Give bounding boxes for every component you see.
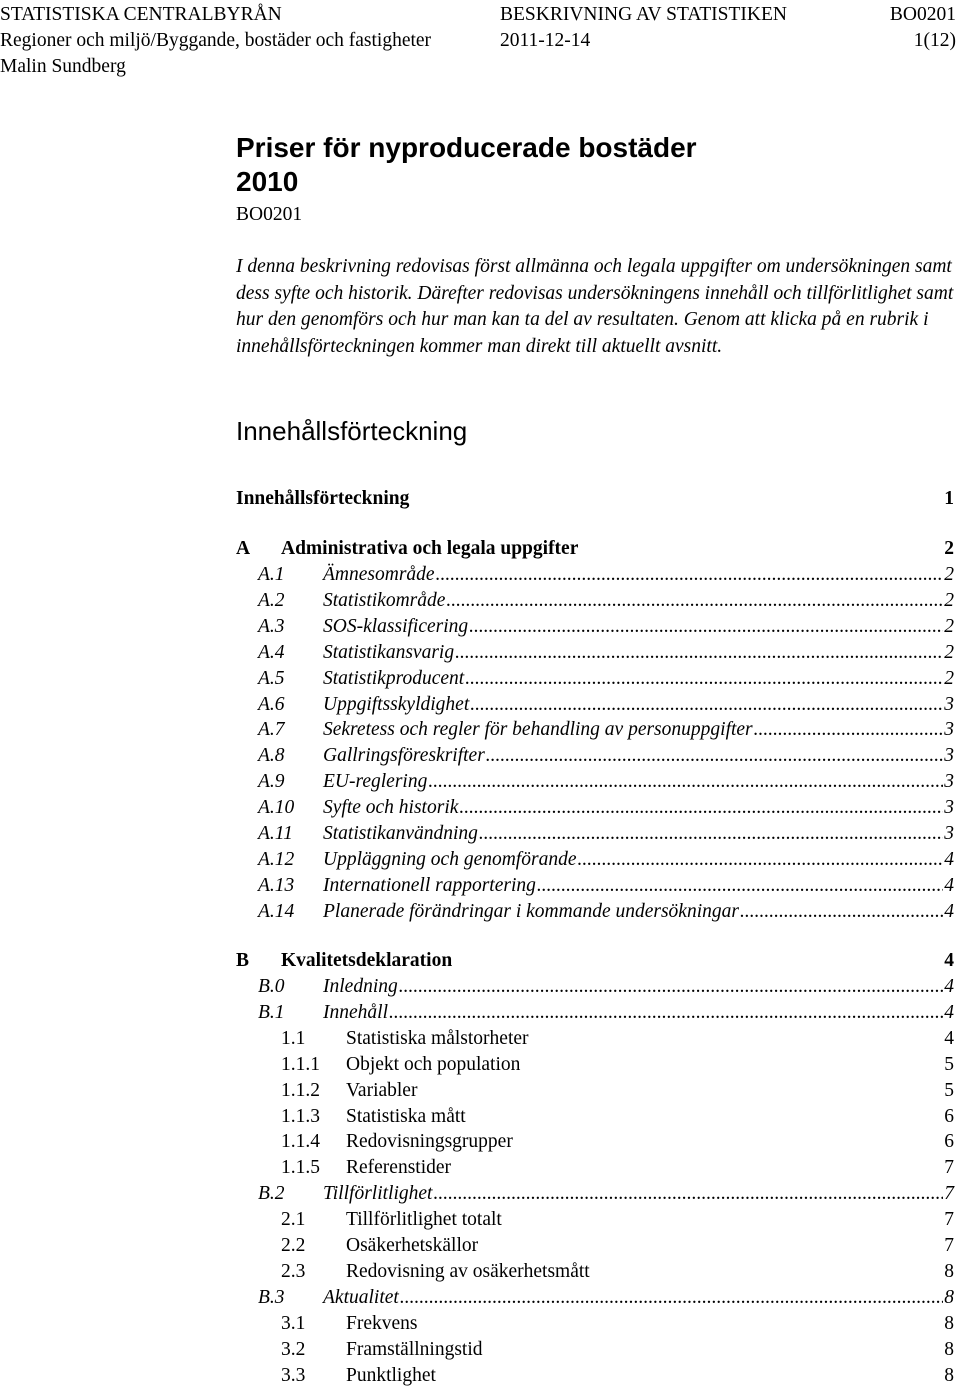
toc-entry-link[interactable]	[323, 847, 954, 873]
page-header-row-3	[0, 54, 960, 80]
toc-entry-label: EU-reglering	[323, 771, 428, 792]
intro-paragraph: I denna beskrivning redovisas först allmänna och legala uppgifter om undersökningen samt dess syfte och historik. Därefter redovisas undersökningens innehåll och tillförlitlighet samt hur den genomförs och hur man kan ta del av resultaten. Genom att klicka på en rubrik i innehållsförteckningen kommer man direkt till aktuellt avsnitt.	[236, 256, 954, 357]
toc-section-letter: B	[236, 950, 250, 971]
toc-entry-page: 4	[944, 1028, 954, 1049]
toc-entry-number: A.8	[258, 745, 285, 766]
toc-entry-label: Inledning	[323, 976, 398, 997]
toc-entry-number: 1.1.5	[281, 1157, 320, 1178]
toc-entry-link[interactable]	[323, 640, 954, 666]
toc-entry-label[interactable]: Referenstider	[346, 1157, 452, 1178]
toc-entry-label[interactable]: Punktlighet	[346, 1365, 436, 1386]
toc-entry-label: Statistikområde	[323, 590, 446, 611]
toc-entry-number: A.7	[258, 719, 285, 740]
toc-entry-link[interactable]	[323, 873, 954, 899]
document-code: BO0201	[889, 4, 956, 25]
toc-entry-link[interactable]	[323, 974, 954, 1000]
toc-entry-page: 2	[944, 616, 954, 637]
toc-entry-number: B.2	[258, 1183, 285, 1204]
toc-entry[interactable]	[0, 1129, 960, 1155]
toc-entry-label: Internationell rapportering	[323, 875, 536, 896]
toc-entry-page: 5	[944, 1054, 954, 1075]
dot-leader	[399, 974, 944, 1000]
dot-leader	[433, 1181, 943, 1207]
document-year: 2010	[236, 166, 299, 197]
toc-entry-label[interactable]: Statistiska mått	[346, 1106, 466, 1127]
toc-entry-page: 4	[944, 875, 954, 896]
dot-leader	[469, 614, 943, 640]
toc-entry-number: A.14	[258, 901, 295, 922]
toc-entry-number: A.5	[258, 668, 285, 689]
toc-entry-page: 4	[944, 976, 954, 997]
toc-entry[interactable]	[0, 1026, 960, 1052]
toc-entry-number: A.4	[258, 642, 285, 663]
toc-entry[interactable]	[0, 692, 960, 718]
toc-entry-number: 1.1	[281, 1028, 306, 1049]
toc-entry-number: 3.2	[281, 1339, 306, 1360]
dot-leader	[470, 692, 943, 718]
toc-entry-label: Statistikanvändning	[323, 823, 478, 844]
toc-entry-page: 6	[944, 1106, 954, 1127]
department: Regioner och miljö/Byggande, bostäder och fastigheter	[0, 30, 432, 51]
toc-section-page: 2	[944, 538, 954, 559]
toc-entry[interactable]	[0, 562, 960, 588]
toc-heading: Innehållsförteckning	[236, 416, 468, 446]
dot-leader	[740, 899, 943, 925]
dot-leader	[465, 666, 943, 692]
dot-leader	[486, 743, 943, 769]
document-subtitle-code: BO0201	[236, 204, 303, 225]
toc-entry[interactable]	[0, 1363, 960, 1389]
toc-entry-number: A.12	[258, 849, 295, 870]
toc-entry-page: 1	[944, 488, 954, 509]
toc-entry-number: 1.1.3	[281, 1106, 320, 1127]
toc-entry-number: 1.1.1	[281, 1054, 320, 1075]
toc-entry-page: 3	[944, 771, 954, 792]
toc-entry-link[interactable]	[323, 821, 954, 847]
toc-entry-link[interactable]	[323, 717, 954, 743]
author: Malin Sundberg	[0, 56, 126, 77]
toc-entry-number: 2.3	[281, 1261, 306, 1282]
toc-entry-link[interactable]	[323, 562, 954, 588]
toc-entry-label: Uppläggning och genomförande	[323, 849, 577, 870]
document-type: BESKRIVNING AV STATISTIKEN	[500, 4, 787, 25]
page-header-row-1	[0, 2, 960, 28]
toc-entry-link[interactable]	[323, 692, 954, 718]
dot-leader	[436, 562, 944, 588]
toc-entry-page: 3	[944, 719, 954, 740]
toc-entry[interactable]	[0, 1337, 960, 1363]
toc-entry-page: 3	[944, 823, 954, 844]
toc-entry-label: Uppgiftsskyldighet	[323, 694, 470, 715]
toc-entry-page: 2	[944, 668, 954, 689]
dot-leader	[428, 769, 943, 795]
dot-leader	[577, 847, 943, 873]
dot-leader	[389, 1000, 943, 1026]
toc-entry[interactable]	[0, 769, 960, 795]
toc-entry-link[interactable]	[323, 795, 954, 821]
toc-entry[interactable]	[0, 1311, 960, 1337]
toc-entry-page: 3	[944, 797, 954, 818]
toc-entry-label: Gallringsföreskrifter	[323, 745, 485, 766]
toc-entry-page: 4	[944, 849, 954, 870]
toc-entry[interactable]	[0, 1155, 960, 1181]
toc-entry-page: 4	[944, 901, 954, 922]
toc-entry[interactable]	[0, 821, 960, 847]
toc-entry[interactable]	[0, 1233, 960, 1259]
toc-entry-number: 3.1	[281, 1313, 306, 1334]
toc-entry-label[interactable]: Framställningstid	[346, 1339, 483, 1360]
toc-entry-number: 1.1.2	[281, 1080, 320, 1101]
toc-entry-label[interactable]: Redovisning av osäkerhetsmått	[346, 1261, 590, 1282]
toc-entry-number: A.2	[258, 590, 285, 611]
toc-section-letter: A	[236, 538, 251, 559]
toc-entry[interactable]	[0, 1000, 960, 1026]
toc-entry[interactable]	[0, 588, 960, 614]
toc-entry-page: 2	[944, 590, 954, 611]
toc-entry-page: 2	[944, 564, 954, 585]
toc-entry-label: Statistikproducent	[323, 668, 465, 689]
toc-entry[interactable]	[0, 1285, 960, 1311]
toc-entry-link[interactable]	[323, 614, 954, 640]
toc-entry[interactable]	[0, 614, 960, 640]
toc-entry-link[interactable]	[323, 1000, 954, 1026]
toc-entry-page: 2	[944, 642, 954, 663]
toc-section-label[interactable]: Administrativa och legala uppgifter	[281, 538, 579, 559]
toc-entry-number: 2.1	[281, 1209, 306, 1230]
toc-entry-link[interactable]	[323, 743, 954, 769]
toc-entry-number: B.3	[258, 1287, 285, 1308]
toc-entry[interactable]	[0, 1259, 960, 1285]
dot-leader	[479, 821, 943, 847]
toc-entry[interactable]	[0, 1181, 960, 1207]
toc-entry[interactable]	[0, 640, 960, 666]
toc-entry[interactable]	[0, 1078, 960, 1104]
toc-entry-number: 1.1.4	[281, 1131, 320, 1152]
toc-entry-label[interactable]: Innehållsförteckning	[236, 488, 410, 509]
toc-entry-label[interactable]: Redovisningsgrupper	[346, 1131, 513, 1152]
toc-entry-top[interactable]	[0, 486, 960, 512]
toc-entry-page: 5	[944, 1080, 954, 1101]
dot-leader	[446, 588, 943, 614]
toc-section-label[interactable]: Kvalitetsdeklaration	[281, 950, 453, 971]
toc-entry[interactable]	[0, 717, 960, 743]
toc-entry[interactable]	[0, 1052, 960, 1078]
toc-entry-page: 7	[944, 1157, 954, 1178]
toc-entry-label: Sekretess och regler för behandling av personuppgifter	[323, 719, 753, 740]
toc-entry-label: Syfte och historik	[323, 797, 459, 818]
toc-entry-label: Tillförlitlighet	[323, 1183, 433, 1204]
toc-entry-number: A.13	[258, 875, 295, 896]
dot-leader	[537, 873, 943, 899]
toc-entry-page: 7	[944, 1209, 954, 1230]
toc-entry-link[interactable]	[323, 588, 954, 614]
dot-leader	[400, 1285, 943, 1311]
toc-entry[interactable]	[0, 666, 960, 692]
toc-entry-number: A.10	[258, 797, 295, 818]
toc-section-b[interactable]	[0, 948, 960, 974]
organization-name: STATISTISKA CENTRALBYRÅN	[0, 4, 282, 25]
toc-entry[interactable]	[0, 899, 960, 925]
toc-entry-label[interactable]: Tillförlitlighet totalt	[346, 1209, 502, 1230]
toc-entry-number: A.6	[258, 694, 285, 715]
dot-leader	[459, 795, 943, 821]
toc-entry[interactable]	[0, 1207, 960, 1233]
toc-entry-page: 3	[944, 745, 954, 766]
toc-entry-link[interactable]	[323, 666, 954, 692]
toc-entry-label[interactable]: Objekt och population	[346, 1054, 521, 1075]
toc-entry-label[interactable]: Frekvens	[346, 1313, 418, 1334]
page-number: 1(12)	[913, 30, 956, 51]
toc-entry-page: 7	[944, 1183, 954, 1204]
toc-entry-label: Ämnesområde	[323, 564, 435, 585]
toc-entry-page: 8	[944, 1287, 954, 1308]
dot-leader	[754, 717, 944, 743]
toc-entry-label: SOS-klassificering	[323, 616, 469, 637]
toc-entry-number: B.0	[258, 976, 285, 997]
document-title: Priser för nyproducerade bostäder	[236, 132, 697, 163]
toc-section-page: 4	[944, 950, 954, 971]
toc-entry-label: Aktualitet	[323, 1287, 399, 1308]
toc-entry-page: 6	[944, 1131, 954, 1152]
document-date: 2011-12-14	[500, 30, 591, 51]
toc-entry-number: A.9	[258, 771, 285, 792]
toc-entry-number: B.1	[258, 1002, 285, 1023]
toc-entry[interactable]	[0, 974, 960, 1000]
toc-entry-label[interactable]: Osäkerhetskällor	[346, 1235, 479, 1256]
toc-entry-page: 3	[944, 694, 954, 715]
toc-entry-link[interactable]	[323, 1181, 954, 1207]
toc-section-a[interactable]	[0, 536, 960, 562]
toc-entry-label[interactable]: Statistiska målstorheter	[346, 1028, 529, 1049]
toc-entry-number: 3.3	[281, 1365, 306, 1386]
toc-entry-number: A.11	[258, 823, 293, 844]
toc-entry-label: Statistikansvarig	[323, 642, 455, 663]
toc-entry-label: Planerade förändringar i kommande undersökningar	[323, 901, 739, 922]
toc-entry-page: 7	[944, 1235, 954, 1256]
toc-entry-page: 4	[944, 1002, 954, 1023]
toc-entry-page: 8	[944, 1339, 954, 1360]
toc-entry[interactable]	[0, 795, 960, 821]
toc-entry[interactable]	[0, 1104, 960, 1130]
toc-entry-number: 2.2	[281, 1235, 306, 1256]
toc-entry-label[interactable]: Variabler	[346, 1080, 418, 1101]
toc-entry-link[interactable]	[323, 769, 954, 795]
toc-entry-page: 8	[944, 1365, 954, 1386]
toc-entry-page: 8	[944, 1313, 954, 1334]
toc-entry[interactable]	[0, 847, 960, 873]
dot-leader	[455, 640, 943, 666]
page-header-row-2	[0, 28, 960, 54]
toc-entry-link[interactable]	[323, 1285, 954, 1311]
toc-entry-page: 8	[944, 1261, 954, 1282]
toc-entry-number: A.1	[258, 564, 285, 585]
toc-entry[interactable]	[0, 743, 960, 769]
toc-entry-link[interactable]	[323, 899, 954, 925]
toc-entry[interactable]	[0, 873, 960, 899]
toc-entry-label: Innehåll	[323, 1002, 388, 1023]
toc-entry-number: A.3	[258, 616, 285, 637]
